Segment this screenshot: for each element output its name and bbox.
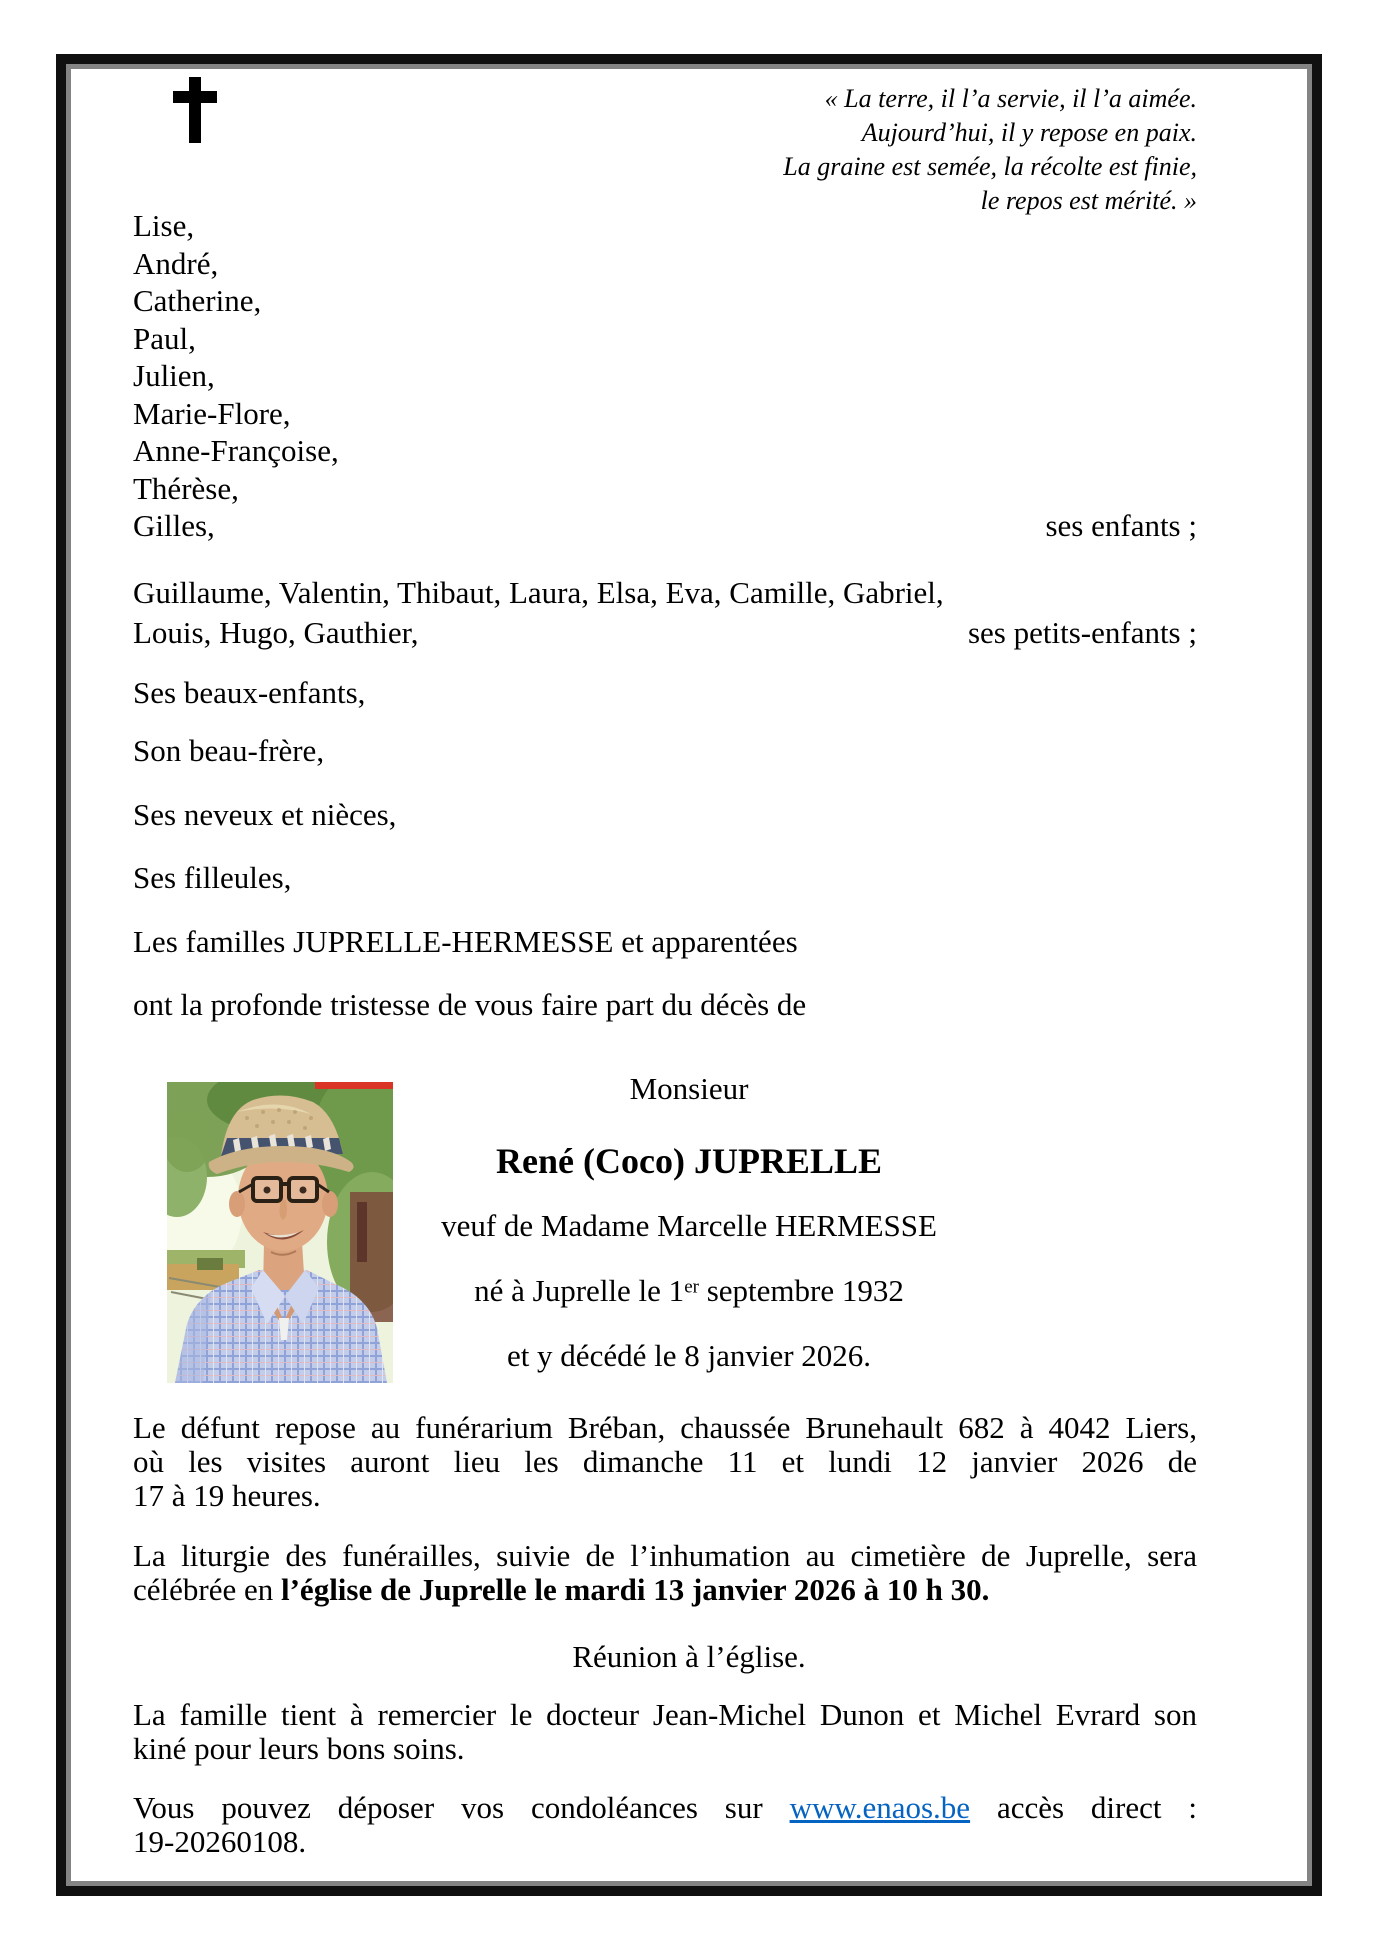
child-name: Lise, (133, 208, 195, 243)
child-name: Anne-Françoise, (133, 433, 339, 468)
thanks-line: La famille tient à remercier le docteur Jean-Michel Dunon et Michel Evrard son (133, 1697, 1197, 1732)
grandchildren-line: Louis, Hugo, Gauthier, (133, 615, 419, 650)
repose-paragraph (133, 1411, 1197, 1513)
child-name: Marie-Flore, (133, 395, 291, 431)
death-announcement-line: ont la profonde tristesse de vous faire part du décès de (133, 987, 807, 1022)
repose-line: Le défunt repose au funérarium Bréban, chaussée Brunehault 682 à 4042 Liers, (133, 1410, 1197, 1445)
grandchildren-relation-label: ses petits-enfants ; (967, 615, 1197, 650)
quote-line: « La terre, il l’a servie, il l’a aimée. (824, 84, 1197, 113)
deceased-death-line: et y décédé le 8 janvier 2026. (506, 1338, 872, 1373)
child-name: Catherine, (133, 283, 262, 318)
quote-line: Aujourd’hui, il y repose en paix. (861, 118, 1197, 147)
epitaph-quote (783, 82, 1197, 218)
ordinal-superscript: er (684, 1276, 699, 1298)
relation-goddaughters: Ses filleules, (133, 860, 292, 895)
relation-families: Les familles JUPRELLE-HERMESSE et apparentées (133, 924, 798, 959)
children-names-list (133, 207, 339, 545)
liturgy-paragraph (133, 1539, 1197, 1607)
relation-brother-in-law: Son beau-frère, (133, 733, 325, 768)
condolences-paragraph (133, 1791, 1197, 1859)
repose-line: 17 à 19 heures. (133, 1478, 321, 1513)
cross-icon (173, 77, 217, 143)
condolences-reference-number: 19-20260108. (133, 1824, 307, 1859)
relation-nephews-nieces: Ses neveux et nièces, (133, 797, 397, 832)
quote-line: La graine est semée, la récolte est finie, (783, 152, 1197, 181)
child-name: Thérèse, (133, 470, 239, 506)
child-name: Gilles, (133, 508, 215, 543)
reunion-line: Réunion à l’église. (572, 1639, 806, 1674)
relation-step-children: Ses beaux-enfants, (133, 675, 366, 710)
children-relation-label: ses enfants ; (1045, 508, 1197, 543)
condolences-line: Vous pouvez déposer vos condoléances sur www.enaos.be accès direct : (133, 1790, 1197, 1825)
deceased-title: Monsieur (629, 1071, 749, 1106)
child-name: André, (133, 245, 219, 281)
child-name: Julien, (133, 358, 215, 393)
liturgy-line: La liturgie des funérailles, suivie de l’inhumation au cimetière de Juprelle, sera (133, 1538, 1197, 1573)
church-service-bold-text: l’église de Juprelle le mardi 13 janvier 2026 à 10 h 30. (281, 1572, 990, 1607)
thanks-line: kiné pour leurs bons soins. (133, 1731, 465, 1766)
repose-line: où les visites auront lieu les dimanche 11 et lundi 12 janvier 2026 de (133, 1444, 1197, 1479)
deceased-name: René (Coco) JUPRELLE (496, 1141, 882, 1181)
deceased-birth-line: né à Juprelle le 1er septembre 1932 (474, 1273, 904, 1308)
quote-line: le repos est mérité. » (980, 186, 1197, 215)
grandchildren-names (133, 573, 944, 653)
liturgy-line: célébrée en l’église de Juprelle le mardi 13 janvier 2026 à 10 h 30. (133, 1572, 990, 1607)
grandchildren-line: Guillaume, Valentin, Thibaut, Laura, Elsa, Eva, Camille, Gabriel, (133, 575, 944, 610)
deceased-widower-line: veuf de Madame Marcelle HERMESSE (441, 1208, 937, 1243)
thanks-paragraph (133, 1698, 1197, 1766)
enaos-website-link[interactable]: www.enaos.be (789, 1790, 971, 1825)
child-name: Paul, (133, 320, 196, 356)
